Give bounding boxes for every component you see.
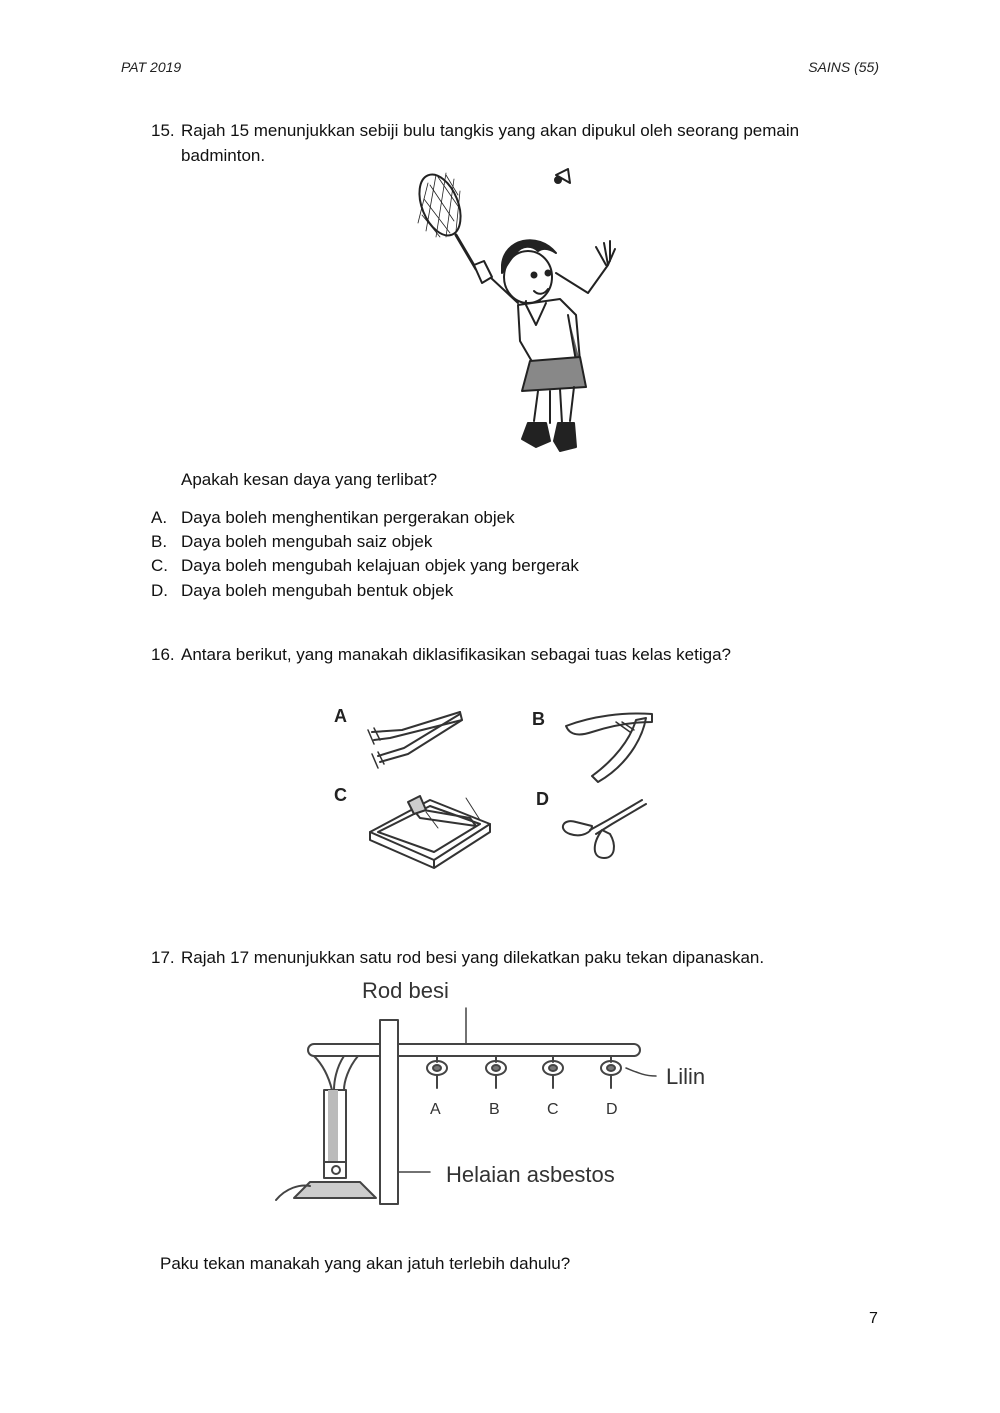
q15-option-b-text: Daya boleh mengubah saiz objek — [181, 532, 433, 551]
bunsen-burner-icon — [276, 1056, 376, 1200]
lever-label-d: D — [536, 789, 549, 809]
asbestos-label: Helaian asbestos — [446, 1162, 615, 1187]
thumbtack-b-icon — [486, 1056, 506, 1088]
pin-label-d: D — [606, 1101, 618, 1118]
tongs-scissors-icon — [563, 800, 646, 858]
badminton-player-illustration — [410, 165, 630, 460]
q15-option-a-text: Daya boleh menghentikan pergerakan objek — [181, 508, 515, 527]
q17-question: Paku tekan manakah yang akan jatuh terlebih dahulu? — [160, 1254, 571, 1273]
rod-label: Rod besi — [362, 978, 449, 1003]
q16-number: 16. — [151, 645, 175, 664]
q17-number: 17. — [151, 948, 175, 967]
wax-label: Lilin — [666, 1064, 706, 1089]
header-right: SAINS (55) — [808, 59, 879, 75]
q15-option-c-text: Daya boleh mengubah kelajuan objek yang bergerak — [181, 556, 579, 575]
lever-label-b: B — [532, 709, 545, 729]
thumbtack-d-icon — [601, 1056, 621, 1088]
pin-label-b: B — [489, 1101, 500, 1118]
q15-option-d-letter: D. — [151, 581, 168, 600]
pin-label-c: C — [547, 1101, 559, 1118]
header-left: PAT 2019 — [121, 59, 182, 75]
q16-text: Antara berikut, yang manakah diklasifikasikan sebagai tuas kelas ketiga? — [181, 645, 731, 664]
thumbtack-c-icon — [543, 1056, 563, 1088]
tongs-icon — [368, 712, 462, 768]
asbestos-sheet — [380, 1020, 398, 1204]
page-number: 7 — [869, 1310, 878, 1327]
racket-icon — [411, 169, 476, 269]
lever-options-figure — [330, 700, 670, 880]
heated-rod-diagram — [270, 972, 730, 1212]
q17-text: Rajah 17 menunjukkan satu rod besi yang dilekatkan paku tekan dipanaskan. — [181, 948, 765, 967]
q15-option-c-letter: C. — [151, 556, 168, 575]
q15-option-a-letter: A. — [151, 508, 168, 527]
pin-label-a: A — [430, 1101, 441, 1118]
lever-label-c: C — [334, 785, 347, 805]
q15-number: 15. — [151, 121, 175, 140]
thumbtack-a-icon — [427, 1056, 447, 1088]
q15-line2: badminton. — [181, 146, 266, 165]
lever-label-a: A — [334, 706, 347, 726]
q15-option-b-letter: B. — [151, 532, 168, 551]
nutcracker-icon — [566, 714, 652, 783]
q15-line1: Rajah 15 menunjukkan sebiji bulu tangkis yang akan dipukul oleh seorang pemain — [181, 121, 800, 140]
shuttlecock-icon — [555, 169, 570, 183]
paper-cutter-icon — [370, 796, 490, 868]
q15-option-d-text: Daya boleh mengubah bentuk objek — [181, 581, 454, 600]
q15-question: Apakah kesan daya yang terlibat? — [181, 470, 438, 489]
iron-rod — [308, 1044, 640, 1056]
